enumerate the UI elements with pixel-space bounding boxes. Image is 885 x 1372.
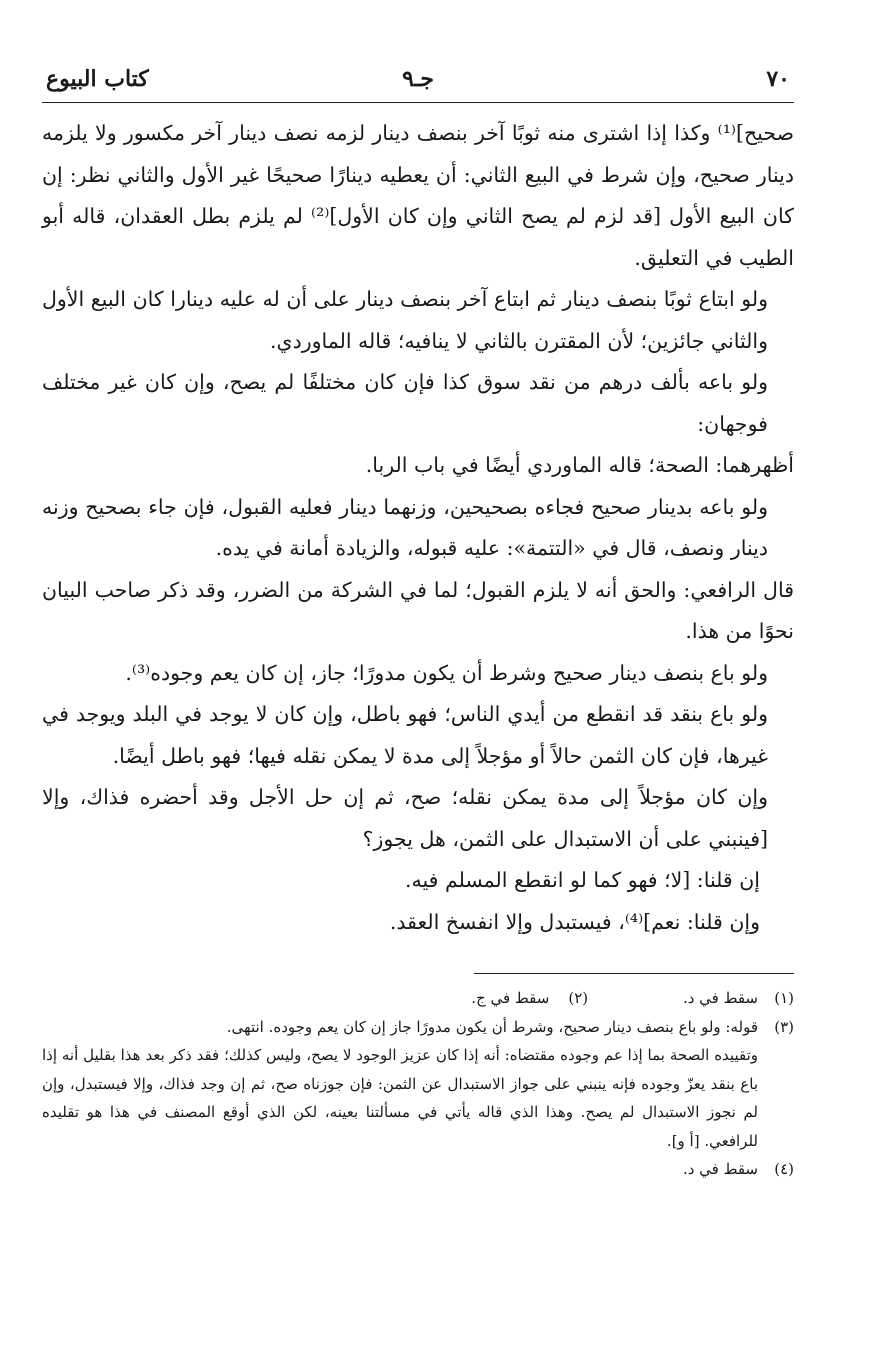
footnote-row <box>42 1013 794 1042</box>
paragraph: ولو باعه بدينار صحيح فجاءه بصحيحين، وزنهما دينار فعليه القبول، فإن جاء بصحيح وزنه دينار ونصف، قال في «التتمة»: عليه قبوله، والزيادة أمانة في يده. <box>42 494 768 560</box>
page-number: ٧٠ <box>766 66 790 92</box>
document-page <box>42 62 794 1184</box>
paragraph: وإن قلنا: نعم]⁽⁴⁾، فيستبدل وإلا انفسخ العقد. <box>389 909 760 934</box>
footnote-separator <box>474 973 794 974</box>
main-text <box>42 113 794 943</box>
footnote-row <box>42 984 794 1013</box>
footnote-text: قوله: ولو باع بنصف دينار صحيح، وشرط أن يكون مدورًا جاز إن كان يعم وجوده. انتهى. <box>226 1017 758 1036</box>
paragraph: ولو باع بنصف دينار صحيح وشرط أن يكون مدورًا؛ جاز، إن كان يعم وجوده⁽³⁾. <box>125 660 768 685</box>
paragraph: ولو باع بنقد قد انقطع من أيدي الناس؛ فهو باطل، وإن كان لا يوجد في البلد ويوجد في غيرها، فإن كان الثمن حالاً أو مؤجلاً إلى مدة لا يمكن نقله فيها؛ فهو باطل أيضًا. <box>42 702 768 768</box>
book-title: كتاب البيوع <box>46 66 149 92</box>
paragraph: ولو باعه بألف درهم من نقد سوق كذا فإن كان مختلفًا لم يصح، وإن كان غير مختلف فوجهان: <box>42 370 768 436</box>
footnote-continuation: وتقييده الصحة بما إذا عم وجوده مقتضاه: أنه إذا كان عزيز الوجود لا يصح، وليس كذلك؛ فقد ذكر بعد هذا بقليل أنه إذا باع بنقد يعزّ وجوده فإنه ينبني على جواز الاستبدال عن الثمن: فإن جوزناه صح، ثم إن وجد فذاك، وإلا فيستبدل، وإن لم نجوز الاستبدال لم يصح. وهذا الذي قاله يأتي في مسألتنا بعينه، لكن الذي أوقع المصنف في هذا هو تقليده للرافعي. [أ و]. <box>42 1046 758 1150</box>
footnote-text: سقط في ج. <box>471 989 550 1007</box>
footnotes <box>42 984 794 1184</box>
footnote-text: سقط في د. <box>682 989 758 1007</box>
footnote-number: (٣) <box>774 1017 794 1036</box>
footnote-text: سقط في د. <box>682 1160 758 1178</box>
footnote-row <box>42 1155 794 1184</box>
paragraph: وإن كان مؤجلاً إلى مدة يمكن نقله؛ صح، ثم إن حل الأجل وقد أحضره فذاك، وإلا [فينبني على أن الاستبدال على الثمن، هل يجوز؟ <box>42 785 768 851</box>
paragraph: ولو ابتاع ثوبًا بنصف دينار ثم ابتاع آخر بنصف دينار على أن له عليه دينارا كان البيع الأول والثاني جائزين؛ لأن المقترن بالثاني لا ينافيه؛ قاله الماوردي. <box>42 287 768 353</box>
paragraph: قال الرافعي: والحق أنه لا يلزم القبول؛ لما في الشركة من الضرر، وقد ذكر صاحب البيان نحوًا من هذا. <box>42 577 794 643</box>
footnote-number: (٤) <box>774 1160 794 1178</box>
volume-label: جـ٩ <box>402 66 434 92</box>
footnote-number: (٢) <box>568 989 589 1007</box>
paragraph: أظهرهما: الصحة؛ قاله الماوردي أيضًا في باب الربا. <box>365 453 794 477</box>
paragraph: صحيح]⁽¹⁾ وكذا إذا اشترى منه ثوبًا آخر بنصف دينار لزمه نصف دينار آخر مكسور ولا يلزمه دينار صحيح، وإن شرط في البيع الثاني: أن يعطيه دينارًا صحيحًا غير الأول والثاني نظر: إن كان البيع الأول [قد لزم لم يصح الثاني وإن كان الأول]⁽²⁾ لم يلزم بطل العقدان، قاله أبو الطيب في التعليق. <box>42 121 794 270</box>
footnote-number: (١) <box>774 989 794 1007</box>
paragraph: إن قلنا: [لا؛ فهو كما لو انقطع المسلم فيه. <box>404 868 760 892</box>
running-header <box>42 62 794 103</box>
